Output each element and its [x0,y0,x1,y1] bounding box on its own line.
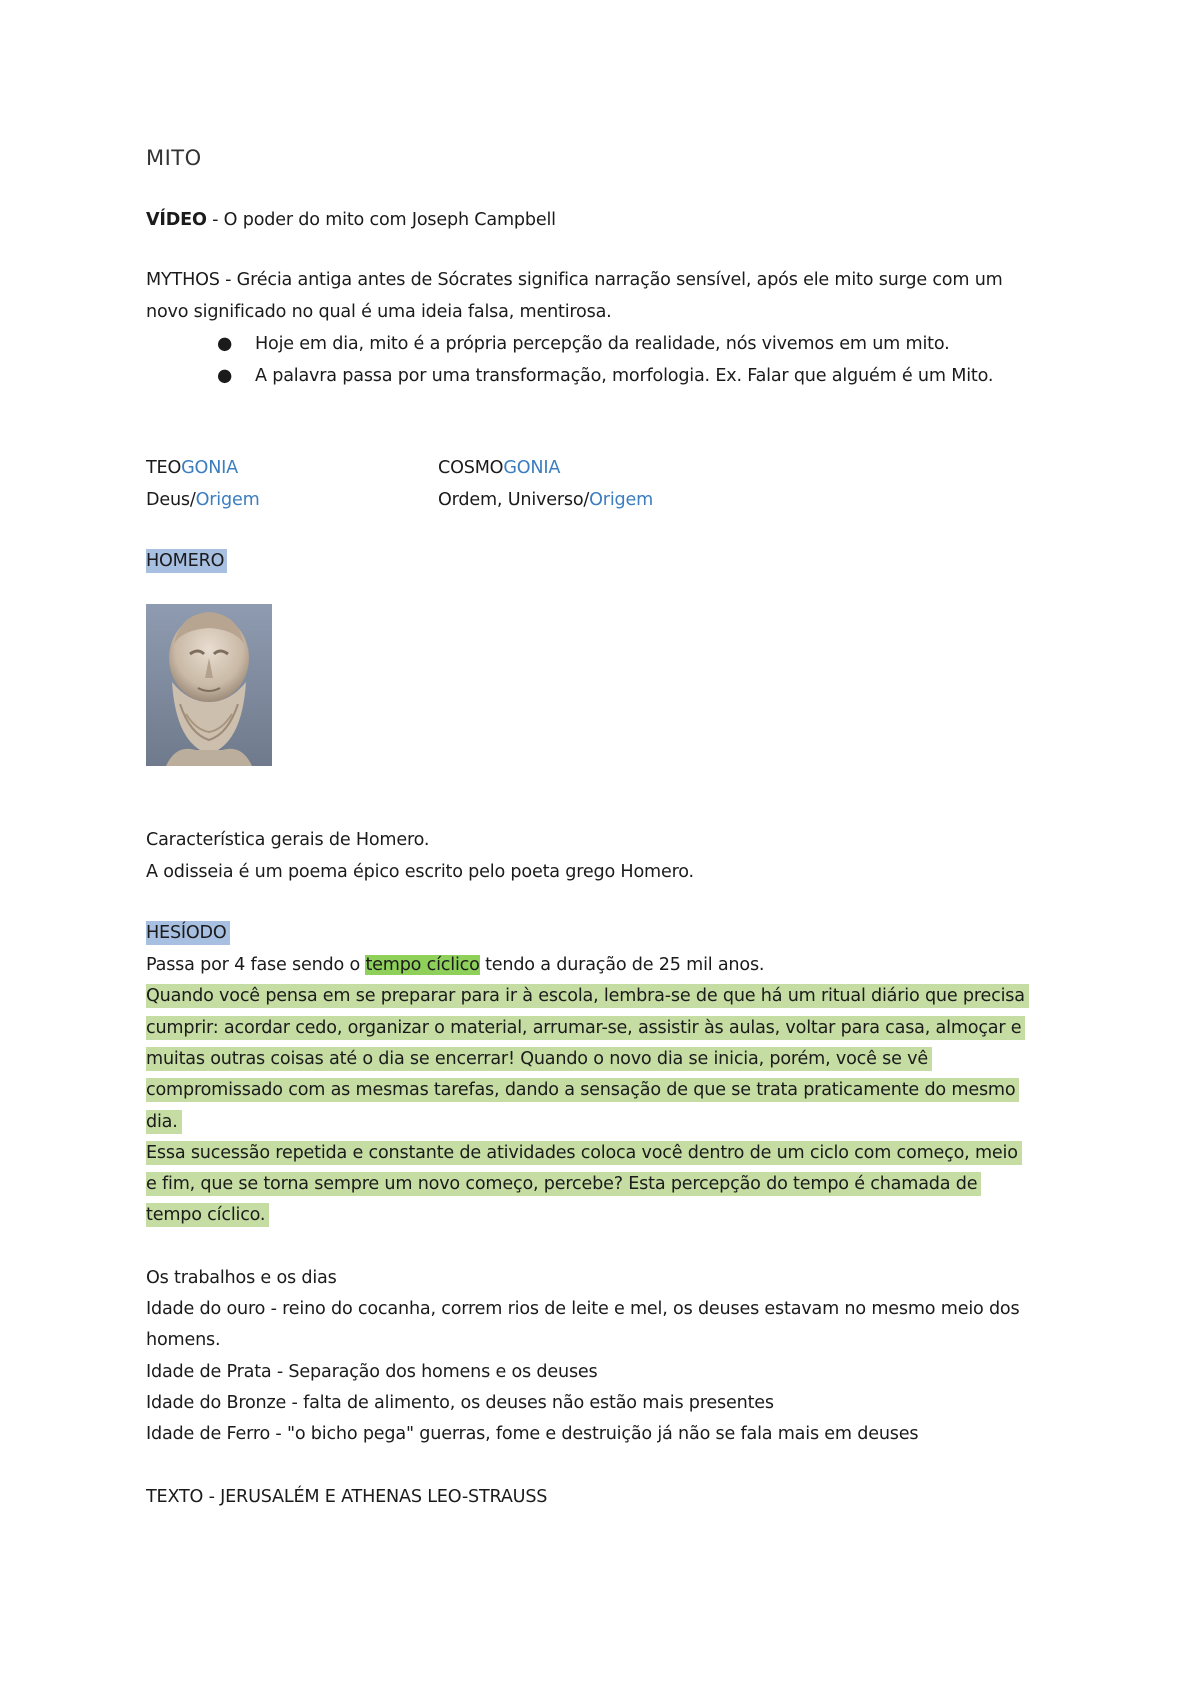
list-item: Idade de Ferro - "o bicho pega" guerras, fome e destruição já não se fala mais em deuses [146,1424,919,1444]
homer-bust-icon [146,604,272,766]
homero-heading: HOMERO [146,549,227,573]
list-item: Idade do ouro - reino do cocanha, correm rios de leite e mel, os deuses estavam no mesmo meio dos [146,1299,1020,1319]
mythos-line-1: MYTHOS - Grécia antiga antes de Sócrates significa narração sensível, após ele mito surge com um [146,270,1003,290]
homero-line-1: Característica gerais de Homero. [146,830,430,850]
paragraph-line: tempo cíclico. [146,1203,269,1227]
bullet-text: Hoje em dia, mito é a própria percepção da realidade, nós vivemos em um mito. [255,334,950,354]
list-item: homens. [146,1330,221,1350]
page-title: MITO [146,146,202,170]
bullet-icon: ● [217,366,233,386]
paragraph-line: e fim, que se torna sempre um novo começo, percebe? Esta percepção do tempo é chamada de [146,1172,981,1196]
hesiodo-intro: Passa por 4 fase sendo o tempo cíclico tendo a duração de 25 mil anos. [146,955,765,975]
video-text: - O poder do mito com Joseph Campbell [206,210,556,230]
video-line [146,208,556,232]
teogonia-suffix: GONIA [181,458,238,478]
texto-reference: TEXTO - JERUSALÉM E ATHENAS LEO-STRAUSS [146,1487,548,1507]
terms-row-1 [146,456,561,480]
paragraph-line: Quando você pensa em se preparar para ir à escola, lembra-se de que há um ritual diário que precisa [146,984,1029,1008]
bullet-text: A palavra passa por uma transformação, morfologia. Ex. Falar que alguém é um Mito. [255,366,994,386]
list-item: Idade de Prata - Separação dos homens e os deuses [146,1362,598,1382]
bullet-icon: ● [217,334,233,354]
ordem-origem: Origem [589,490,654,510]
cosmogonia-prefix: COSMO [438,458,504,478]
trabalhos-heading: Os trabalhos e os dias [146,1268,337,1288]
mythos-line-2: novo significado no qual é uma ideia falsa, mentirosa. [146,302,612,322]
homero-line-2: A odisseia é um poema épico escrito pelo poeta grego Homero. [146,862,694,882]
highlight-tempo-ciclico: tempo cíclico [365,955,480,975]
paragraph-line: Essa sucessão repetida e constante de atividades coloca você dentro de um ciclo com começo, meio [146,1141,1022,1165]
terms-row-2 [146,488,654,512]
deus-origem: Origem [195,490,260,510]
hesiodo-heading: HESÍODO [146,921,230,945]
cosmogonia-suffix: GONIA [503,458,561,478]
ordem-prefix: Ordem, Universo/ [438,490,590,510]
paragraph-line: muitas outras coisas até o dia se encerrar! Quando o novo dia se inicia, porém, você se vê [146,1047,932,1071]
paragraph-line: compromissado com as mesmas tarefas, dando a sensação de que se trata praticamente do mesmo [146,1078,1019,1102]
paragraph-line: dia. [146,1110,182,1134]
teogonia-prefix: TEO [146,458,182,478]
deus-prefix: Deus/ [146,490,196,510]
video-label: VÍDEO [146,210,207,230]
list-item: Idade do Bronze - falta de alimento, os deuses não estão mais presentes [146,1393,774,1413]
paragraph-line: cumprir: acordar cedo, organizar o material, arrumar-se, assistir às aulas, voltar para casa, almoçar e [146,1016,1025,1040]
